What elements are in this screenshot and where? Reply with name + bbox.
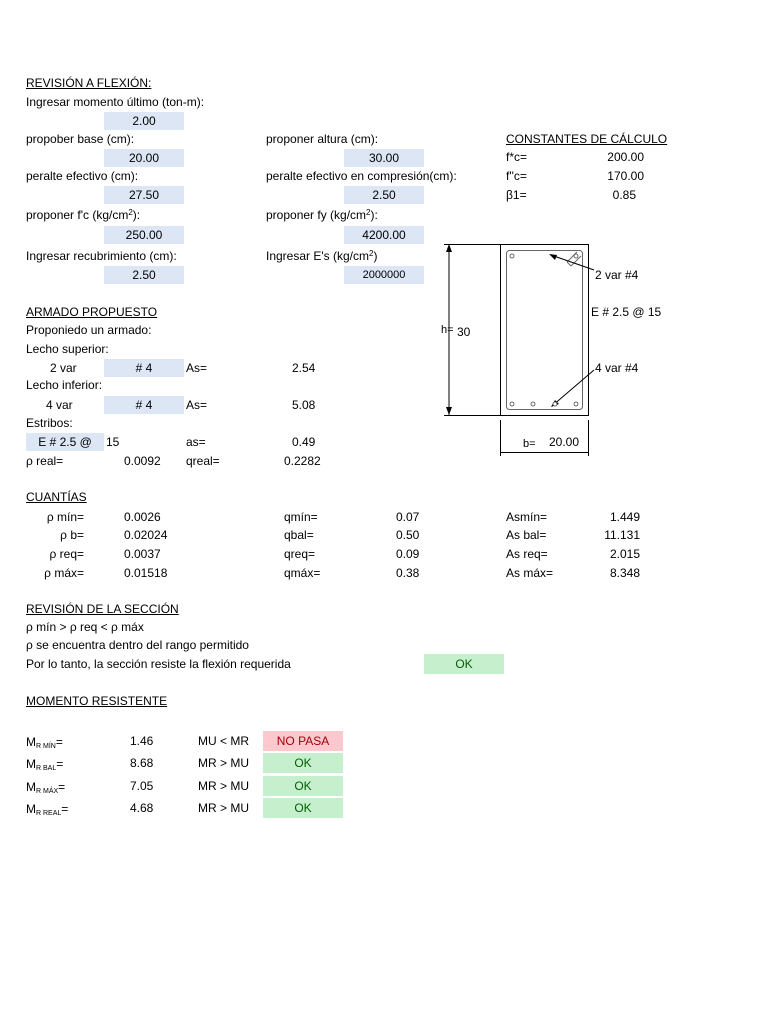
momento-label: $M_{R REAL}=$ [26,802,69,817]
sup-as-label: As= [186,361,208,375]
qreal-label: qreal= [186,454,220,468]
peralte-comp-input[interactable]: 2.50 [344,186,424,204]
momento-label: $M_{R MÍN}=$ [26,735,63,750]
flexion-title: REVISIÓN A FLEXIÓN: [26,76,152,90]
momento-value: 1.46 [130,734,154,748]
sup-count: 2 var [50,361,77,375]
momento-label: $M_{R MÁX}=$ [26,780,66,795]
fcc-label: f''c= [506,169,527,183]
top-bar [574,254,578,258]
stirrup-outline [507,251,583,410]
revision-line2: ρ se encuentra dentro del rango permitido [26,638,249,652]
cuantia-rho-value: 0.0037 [124,547,161,561]
fc-input[interactable]: 250.00 [104,226,184,244]
bottom-bar [510,402,514,406]
as-label: as= [186,435,206,449]
estribo-sep: 15 [106,435,120,449]
cuantias-title: CUANTÍAS [26,490,87,504]
momento-value: 4.68 [130,801,154,815]
sup-bar-input[interactable]: # 4 [104,359,184,377]
altura-input[interactable]: 30.00 [344,149,424,167]
sup-as-value: 2.54 [292,361,316,375]
cuantia-q-label: qbal= [284,528,314,542]
es-input[interactable]: 2000000 [344,266,424,284]
bottom-bars-label: 4 var #4 [595,361,639,375]
inf-bar-input[interactable]: # 4 [104,396,184,414]
momento-value: 8.68 [130,756,154,770]
cuantia-as-label: As máx= [506,566,554,580]
base-input[interactable]: 20.00 [104,149,184,167]
cuantia-q-label: qmín= [284,510,318,524]
beam-outline [501,245,589,416]
cuantia-q-value: 0.09 [396,547,420,561]
cuantia-as-value: 8.348 [609,566,640,580]
momento-comparison: MR > MU [198,801,249,815]
momento-result-badge: OK [263,776,343,796]
cuantia-as-value: 1.449 [609,510,640,524]
as-value: 0.49 [292,435,316,449]
cuantia-as-label: As bal= [506,528,547,542]
es-label: Ingresar E's $(kg/cm^2)$ [266,249,378,263]
fsc-value: 200.00 [607,150,644,164]
fc-label: proponer f'c $(kg/cm^2)$: [26,208,141,222]
momento-title: MOMENTO RESISTENTE [26,694,168,708]
fy-input[interactable]: 4200.00 [344,226,424,244]
top-bar [510,254,514,258]
momento-result-badge: OK [263,798,343,818]
stirrup-hook [567,252,581,266]
top-bars-label: 2 var #4 [595,268,639,282]
cuantia-rho-value: 0.0026 [124,510,161,524]
altura-label: proponer altura (cm): [266,132,379,146]
cuantia-rho-label: ρ mín= [46,510,84,524]
cuantia-as-value: 11.131 [604,528,640,542]
recub-label: Ingresar recubrimiento (cm): [26,249,177,263]
cuantia-q-value: 0.38 [396,566,420,580]
inf-count: 4 var [46,398,73,412]
revision-title: REVISIÓN DE LA SECCIÓN [26,602,179,616]
h-value: 30 [457,325,471,339]
momento-label: $M_{R BAL}=$ [26,757,64,772]
revision-line1: ρ mín > ρ req < ρ máx [26,620,144,634]
h-label: h= [441,324,454,336]
inferior-label: Lecho inferior: [26,378,103,392]
cuantia-q-value: 0.50 [396,528,420,542]
bottom-bar [531,402,535,406]
recub-input[interactable]: 2.50 [104,266,184,284]
b-label: b= [523,438,536,450]
stirrup-label: E # 2.5 @ 15 [591,305,662,319]
inf-as-value: 5.08 [292,398,316,412]
momento-comparison: MR > MU [198,779,249,793]
armado-title: ARMADO PROPUESTO [26,305,158,319]
revision-result-badge: OK [424,654,504,674]
bottom-bars-leader [552,370,594,406]
momento-result-badge: OK [263,753,343,773]
base-label: propober base (cm): [26,132,135,146]
peralte-comp-label: peralte efectivo en compresión(cm): [266,169,457,183]
fy-label: proponer fy $(kg/cm^2)$: [266,208,378,222]
beta-label: β1= [506,188,527,202]
cuantia-as-value: 2.015 [609,547,640,561]
cuantia-rho-value: 0.01518 [124,566,168,580]
revision-line3: Por lo tanto, la sección resiste la flexión requerida [26,657,291,671]
cuantia-as-label: As req= [506,547,548,561]
bottom-bar [553,402,557,406]
peralte-input[interactable]: 27.50 [104,186,184,204]
momento-value: 7.05 [130,779,154,793]
momento-comparison: MU < MR [198,734,249,748]
bottom-bar [574,402,578,406]
beta-value: 0.85 [612,188,636,202]
cuantia-rho-value: 0.02024 [124,528,168,542]
mu-input[interactable]: 2.00 [104,112,184,130]
cuantia-q-label: qreq= [284,547,316,561]
cuantia-q-label: qmáx= [284,566,321,580]
fcc-value: 170.00 [607,169,644,183]
cuantia-as-label: Asmín= [506,510,548,524]
cuantia-rho-label: ρ máx= [44,566,84,580]
armado-line1: Proponiedo un armado: [26,323,152,337]
cuantia-rho-label: ρ b= [60,528,84,542]
top-bars-leader [551,255,594,270]
qreal-value: 0.2282 [284,454,321,468]
momento-comparison: MR > MU [198,756,249,770]
momento-result-badge: NO PASA [263,731,343,751]
estribos-label: Estribos: [26,416,73,430]
rho-real-value: 0.0092 [124,454,161,468]
rho-real-label: ρ real= [26,454,64,468]
cuantia-q-value: 0.07 [396,510,420,524]
estribo-input[interactable]: E # 2.5 @ [26,433,104,451]
inf-as-label: As= [186,398,208,412]
fsc-label: f*c= [506,150,528,164]
mu-label: Ingresar momento último (ton-m): [26,95,205,109]
peralte-label: peralte efectivo (cm): [26,169,139,183]
cuantia-rho-label: ρ req= [49,547,84,561]
superior-label: Lecho superior: [26,342,109,356]
b-value: 20.00 [549,435,580,449]
constantes-title: CONSTANTES DE CÁLCULO [506,132,668,146]
